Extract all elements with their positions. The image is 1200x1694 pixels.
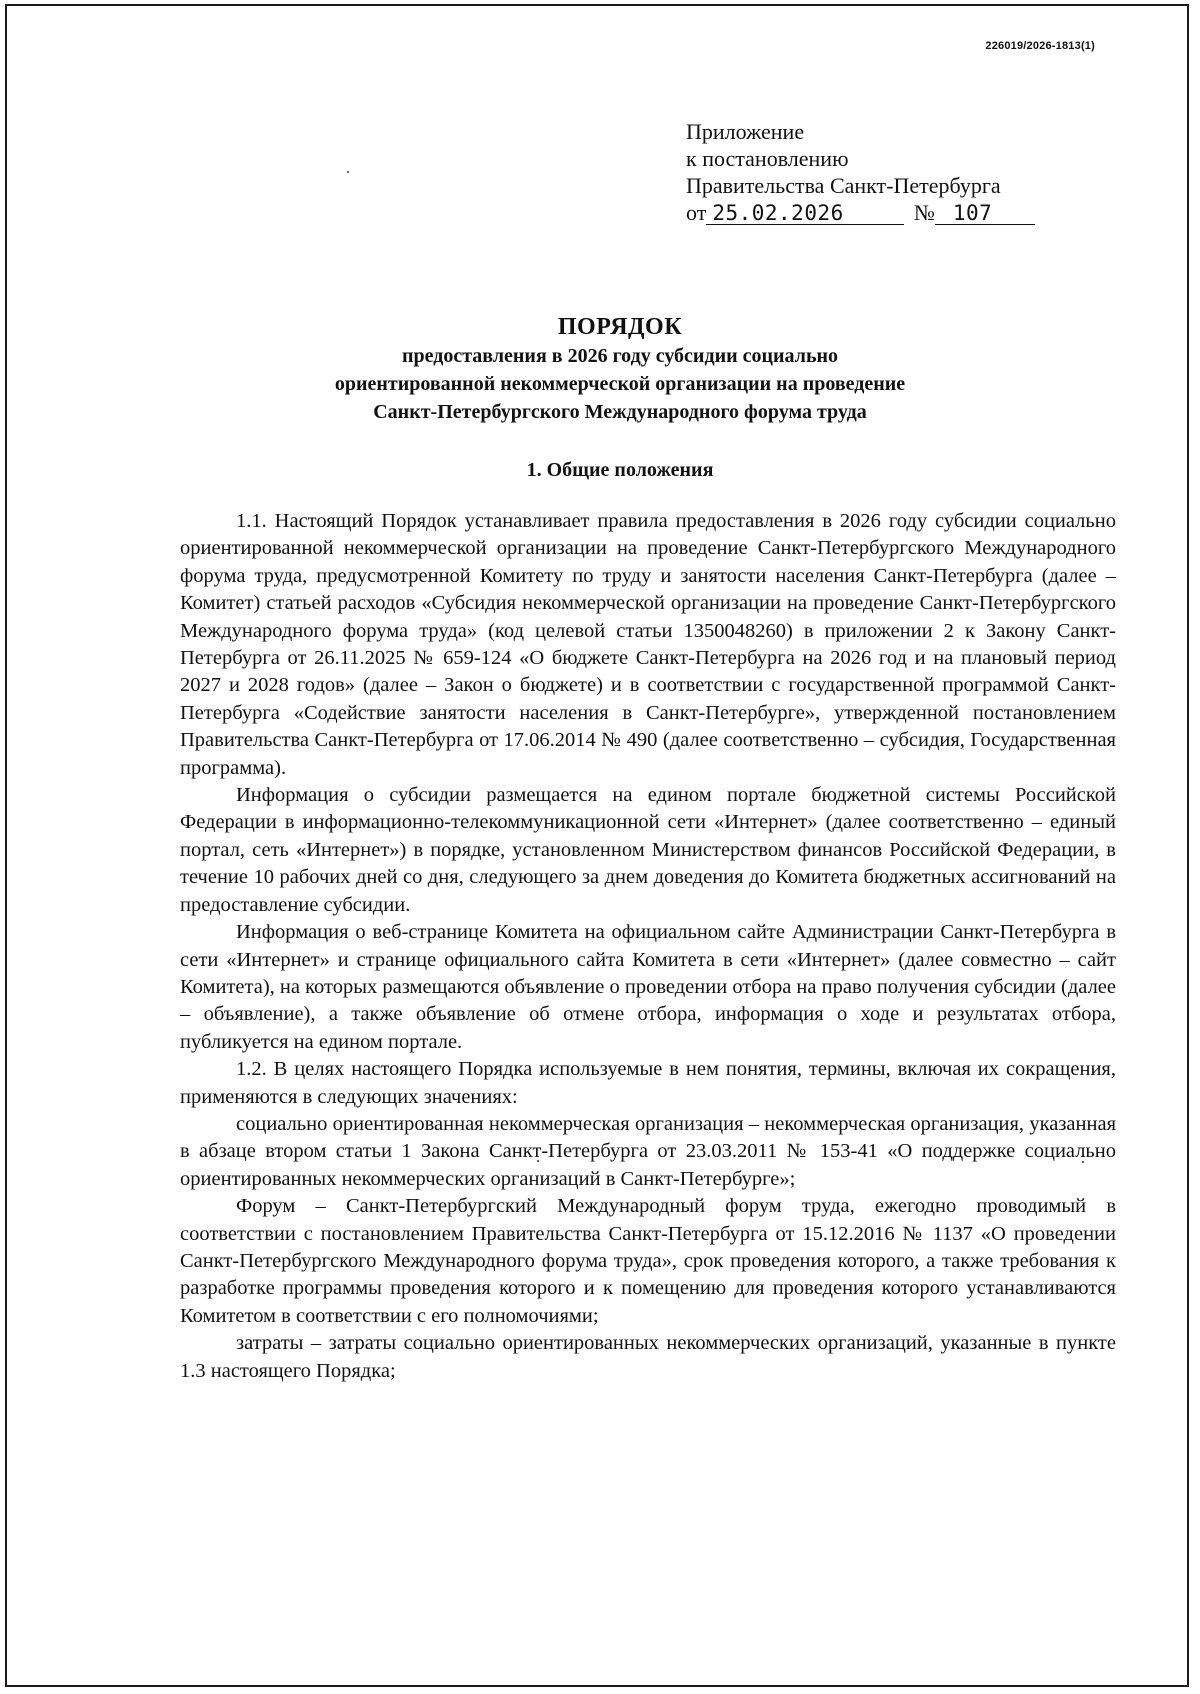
appendix-line-3: Правительства Санкт-Петербурга [686,173,1001,198]
number-sign: № [913,200,935,225]
title-line-2: ориентированной некоммерческой организации на проведение [334,373,906,395]
title-line-1: предоставления в 2026 году субсидии социально [401,345,839,367]
appendix-date-line [686,199,1035,226]
paragraph: социально ориентированная некоммерческая организация – некоммерческая организация, указанная в абзаце втором статьи 1 Закона Санкт-Петербурга от 23.03.2011 № 153-41 «О поддержке социально ориентированных некоммерческих организаций в Санкт-Петербурге»; [180,1112,1116,1190]
title-line-3: Санкт-Петербургского Международного форума труда [373,401,867,423]
scan-dot [347,171,349,173]
resolution-number: 107 [935,202,1035,225]
paragraph: Форум – Санкт-Петербургский Международный форум труда, ежегодно проводимый в соответствии с постановлением Правительства Санкт-Петербурга от 15.12.2016 № 1137 «О проведении Санкт-Петербургского Международного форума труда», срок проведения которого, а также требования к разработке программы проведения которого и к помещению для проведения которого устанавливаются Комитетом в соответствии с его полномочиями; [180,1195,1116,1327]
document-code: 226019/2026-1813(1) [985,40,1095,52]
paragraph: 1.1. Настоящий Порядок устанавливает правила предоставления в 2026 году субсидии социально ориентированной некоммерческой организации на проведение Санкт-Петербургского Международного форума труда, предусмотренной Комитету по труду и занятости населения Санкт-Петербурга (далее – Комитет) статьей расходов «Субсидия некоммерческой организации на проведение Санкт-Петербургского Международного форума труда» (код целевой статьи 1350048260) в приложении 2 к Закону Санкт-Петербурга от 26.11.2025 № 659-124 «О бюджете Санкт-Петербурга на 2026 год и на плановый период 2027 и 2028 годов» (далее – Закон о бюджете) и в соответствии с государственной программой Санкт-Петербурга «Содействие занятости населения в Санкт-Петербурге», утвержденной постановлением Правительства Санкт-Петербурга от 17.06.2014 № 490 (далее соответственно – субсидия, Государственная программа). [180,510,1116,779]
paragraph: Информация о субсидии размещается на едином портале бюджетной системы Российской Федерации в информационно-телекоммуникационной сети «Интернет» (далее соответственно – единый портал, сеть «Интернет») в порядке, установленном Министерством финансов Российской Федерации, в течение 10 рабочих дней со дня, следующего за днем доведения до Комитета бюджетных ассигнований на предоставление субсидии. [180,784,1116,916]
paragraph: 1.2. В целях настоящего Порядка используемые в нем понятия, термины, включая их сокращения, применяются в следующих значениях: [180,1058,1116,1108]
title-main: ПОРЯДОК [557,314,683,340]
document-body [180,508,1116,1385]
document-title [180,312,1060,426]
paragraph: Информация о веб-странице Комитета на официальном сайте Администрации Санкт-Петербурга в сети «Интернет» и странице официального сайта Комитета в сети «Интернет» (далее совместно – сайт Комитета), на которых размещаются объявление о проведении отбора на право получения субсидии (далее – объявление), а также объявление об отмене отбора, информация о ходе и результатах отбора, публикуется на едином портале. [180,921,1116,1053]
paragraph: затраты – затраты социально ориентированных некоммерческих организаций, указанные в пункте 1.3 настоящего Порядка; [180,1332,1116,1382]
appendix-block [686,118,1035,226]
date-prefix: от [686,200,707,225]
section-heading: 1. Общие положения [526,459,714,481]
appendix-line-2: к постановлению [686,146,849,171]
appendix-line-1: Приложение [686,119,805,144]
resolution-date: 25.02.2026 [706,202,904,225]
